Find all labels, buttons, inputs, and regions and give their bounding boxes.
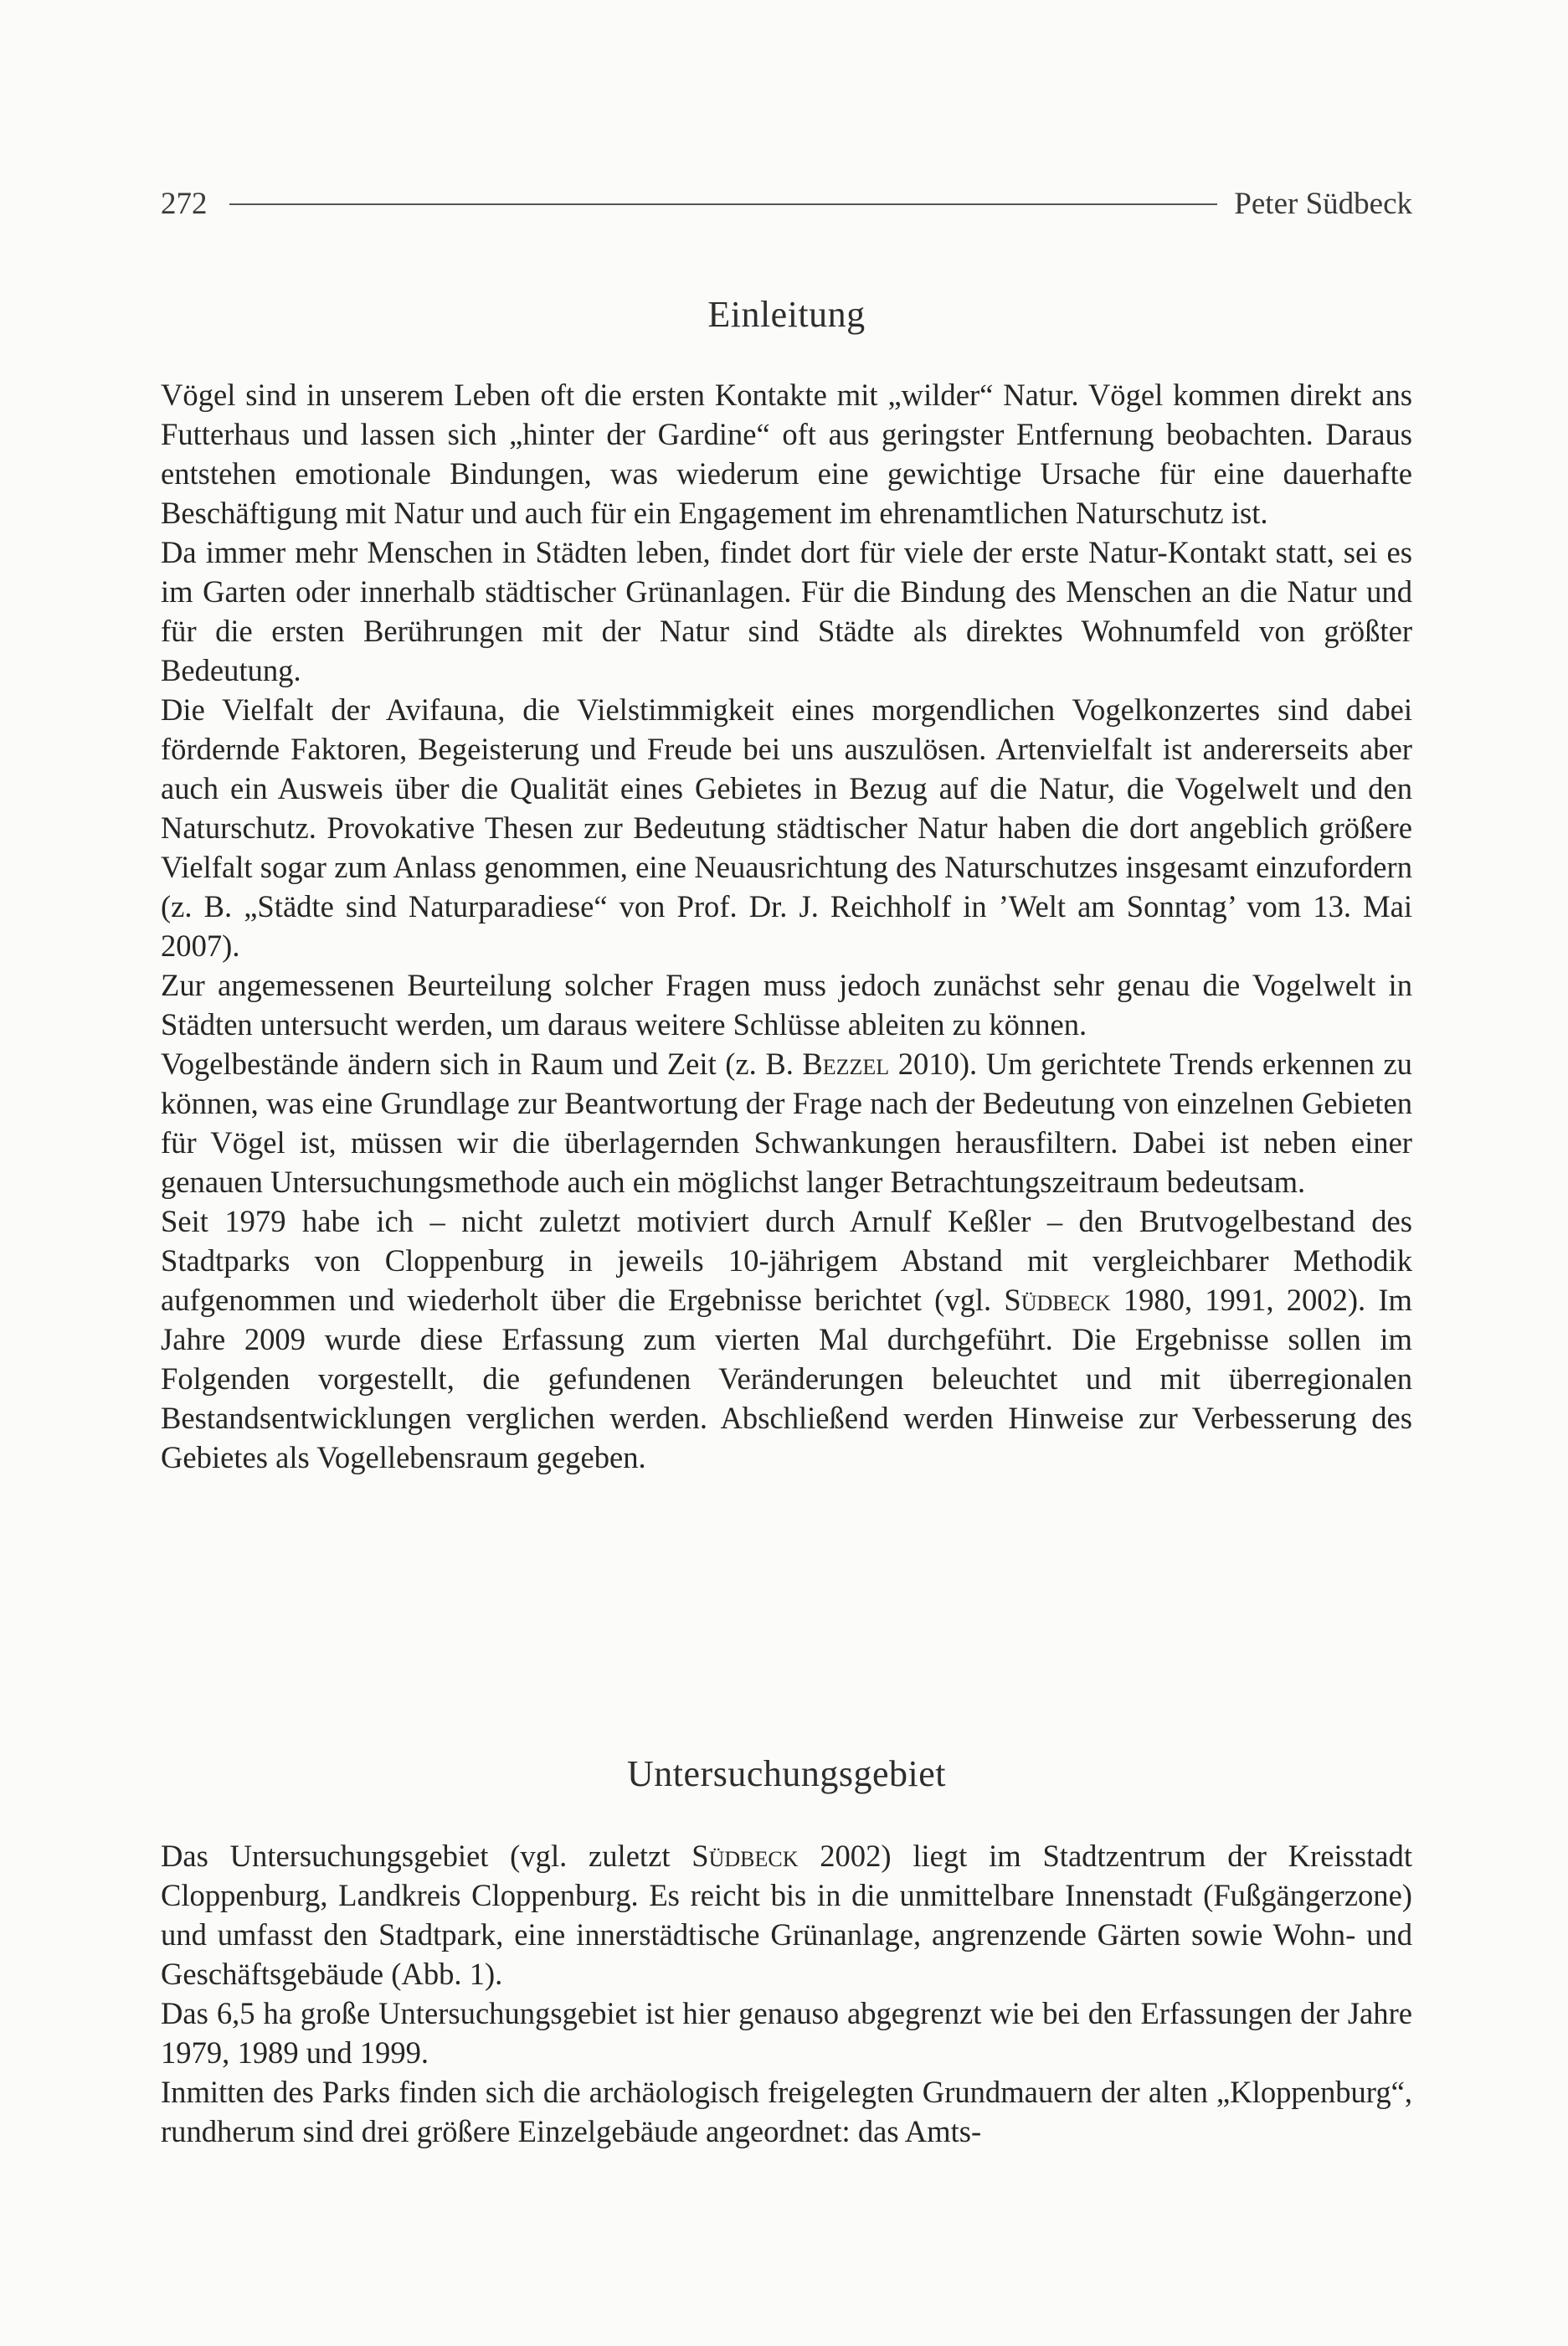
running-header [161,186,1412,222]
paragraph: Das 6,5 ha große Untersuchungsgebiet ist hier genauso abgegrenzt wie bei den Erfassungen der Jahre 1979, 1989 und 1999. [161,1996,1412,2070]
paragraph: Vögel sind in unserem Leben oft die ersten Kontakte mit „wilder“ Natur. Vögel kommen direkt ans Futterhaus und lassen sich „hinter der Gardine“ oft aus geringster Entfernung beobachten. Daraus entstehen emotionale Bindungen, was wiederum eine gewichtige Ursache für eine dauerhafte Beschäftigung mit Natur und auch für ein Engagement im ehrenamtlichen Naturschutz ist. [161,378,1412,530]
author-citation: Südbeck [691,1839,799,1873]
paragraph: Zur angemessenen Beurteilung solcher Fragen muss jedoch zunächst sehr genau die Vogelwelt in Städten untersucht werden, um daraus weitere Schlüsse ableiten zu können. [161,968,1412,1042]
page-number: 272 [161,187,208,221]
paragraph: Vogelbestände ändern sich in Raum und Zeit (z. B. Bezzel 2010). Um gerichtete Trends erkennen zu können, was eine Grundlage zur Beantwortung der Frage nach der Bedeutung von einzelnen Gebieten für Vögel ist, müssen wir die überlagernden Schwankungen herausfiltern. Dabei ist neben einer genauen Untersuchungsmethode auch ein möglichst langer Betrachtungszeitraum bedeutsam. [161,1047,1412,1199]
paragraph: Da immer mehr Menschen in Städten leben, findet dort für viele der erste Natur-Kontakt statt, sei es im Garten oder innerhalb städtischer Grünanlagen. Für die Bindung des Menschen an die Natur und für die ersten Berührungen mit der Natur sind Städte als direktes Wohnumfeld von größter Bedeutung. [161,535,1412,687]
header-rule [229,203,1218,205]
section-body-einleitung [161,375,1412,1477]
section-title-einleitung: Einleitung [707,294,866,335]
paragraph: Das Untersuchungsgebiet (vgl. zuletzt Südbeck 2002) liegt im Stadtzentrum der Kreisstadt Cloppenburg, Landkreis Cloppenburg. Es reicht bis in die unmittelbare Innenstadt (Fußgängerzone) und umfasst den Stadtpark, eine innerstädtische Grünanlage, angrenzende Gärten sowie Wohn- und Geschäftsgebäude (Abb. 1). [161,1839,1412,1991]
section-body-untersuchungsgebiet [161,1836,1412,2151]
author-citation: Südbeck [1004,1283,1111,1317]
paragraph: Die Vielfalt der Avifauna, die Vielstimmigkeit eines morgendlichen Vogelkonzertes sind dabei fördernde Faktoren, Begeisterung und Freude bei uns auszulösen. Artenvielfalt ist andererseits aber auch ein Ausweis über die Qualität eines Gebietes in Bezug auf die Natur, die Vogelwelt und den Naturschutz. Provokative Thesen zur Bedeutung städtischer Natur haben die dort angeblich größere Vielfalt sogar zum Anlass genommen, eine Neuausrichtung des Naturschutzes insgesamt einzufordern (z. B. „Städte sind Naturparadiese“ von Prof. Dr. J. Reichholf in ’Welt am Sonntag’ vom 13. Mai 2007). [161,692,1412,963]
paragraph: Inmitten des Parks finden sich die archäologisch freigelegten Grundmauern der alten „Kloppenburg“, rundherum sind drei größere Einzelgebäude angeordnet: das Amts- [161,2075,1412,2148]
section-title-untersuchungsgebiet: Untersuchungsgebiet [627,1753,946,1794]
header-author: Peter Südbeck [1234,187,1412,221]
paragraph: Seit 1979 habe ich – nicht zuletzt motiviert durch Arnulf Keßler – den Brutvogelbestand des Stadtparks von Cloppenburg in jeweils 10-jährigem Abstand mit vergleichbarer Methodik aufgenommen und wiederholt über die Ergebnisse berichtet (vgl. Südbeck 1980, 1991, 2002). Im Jahre 2009 wurde diese Erfassung zum vierten Mal durchgeführt. Die Ergebnisse sollen im Folgenden vorgestellt, die gefundenen Veränderungen beleuchtet und mit überregionalen Bestandsentwicklungen verglichen werden. Abschließend werden Hinweise zur Verbesserung des Gebietes als Vogellebensraum gegeben. [161,1204,1412,1474]
author-citation: Bezzel [802,1047,890,1081]
